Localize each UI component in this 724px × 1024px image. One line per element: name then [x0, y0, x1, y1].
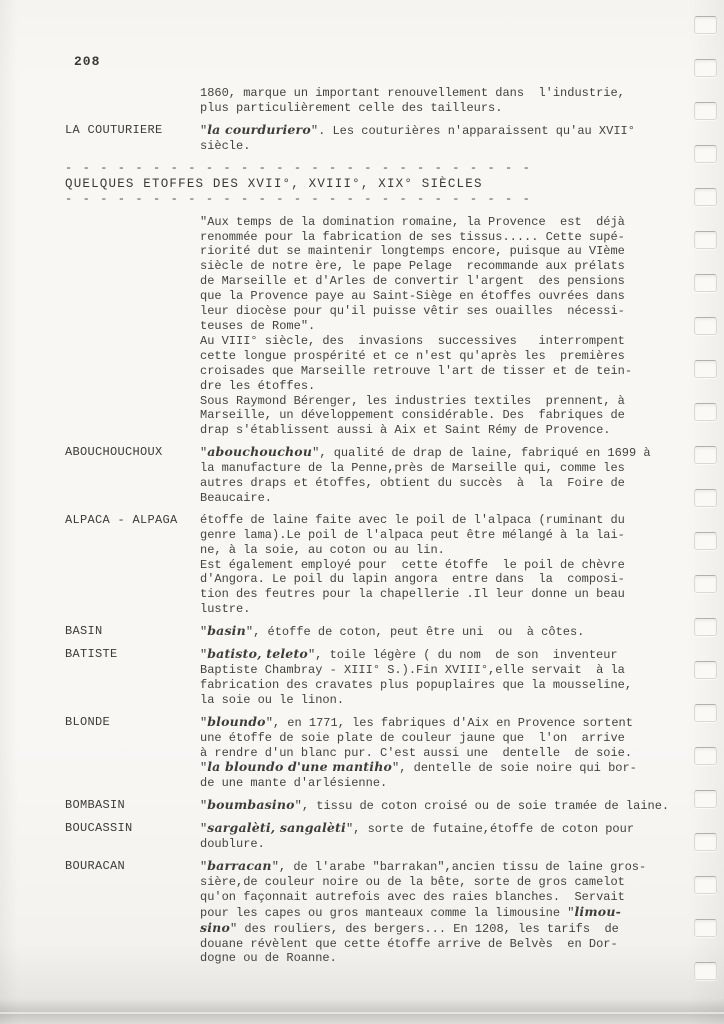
text-segment: teuses de Rome".	[200, 318, 316, 333]
glossary-entry	[65, 86, 674, 116]
definition-line	[200, 513, 674, 528]
entry-term: BATISTE	[65, 647, 118, 662]
entry-term: BOMBASIN	[65, 798, 126, 813]
binder-hole	[694, 16, 717, 34]
entry-term	[65, 86, 200, 116]
definition-line	[200, 123, 674, 139]
definition-line	[200, 663, 674, 678]
definition-line	[200, 394, 674, 409]
entry-definition	[200, 798, 674, 814]
binder-hole	[694, 704, 717, 722]
entry-definition	[200, 513, 674, 617]
text-segment: dre les étoffes.	[200, 378, 316, 393]
definition-line	[200, 349, 674, 364]
dashed-rule: - - - - - - - - - - - - - - - - - - - - - - - - - - -	[65, 160, 532, 175]
entry-definition	[200, 859, 674, 966]
entry-term: LA COUTURIERE	[65, 122, 163, 137]
text-segment: ", de l'arabe "barrakan",ancien tissu de laine gros-	[271, 859, 647, 874]
text-segment: doublure.	[200, 837, 265, 852]
definition-line	[200, 572, 674, 587]
definition-line	[200, 760, 674, 776]
text-segment: ", étoffe de coton, peut être uni ou à côtes.	[245, 625, 585, 640]
definition-line	[200, 746, 674, 761]
definition-line	[200, 558, 674, 573]
binder-hole	[694, 59, 717, 77]
text-segment: renommée pour la fabrication de ses tissus..... Cette supé-	[200, 229, 625, 244]
text-segment: une étoffe de soie plate de couleur jaune que l'on arrive	[200, 730, 625, 745]
provencal-term-cursive: abouchouchou	[207, 444, 313, 460]
definition-line	[200, 304, 674, 319]
definition-line	[200, 334, 674, 349]
definition-line	[200, 798, 674, 814]
definition-line	[200, 678, 674, 693]
text-segment: qu'on façonnait autrefois avec des raies blanches. Servait	[200, 889, 625, 904]
definition-line	[200, 274, 674, 289]
text-segment: "	[200, 648, 208, 663]
text-segment: pour les capes ou gros manteaux comme la limousine "	[200, 905, 575, 920]
text-segment: ", sorte de futaine,étoffe de coton pour	[345, 822, 635, 837]
provencal-term-cursive: boumbasino	[207, 797, 295, 813]
provencal-term-cursive: la bloundo d'une mantiho	[207, 759, 393, 775]
text-segment: Baptiste Chambray - XIII° S.).Fin XVIII°,elle servait à la	[200, 663, 625, 677]
text-segment: lustre.	[200, 602, 251, 617]
definition-line	[200, 875, 674, 890]
definition-line	[200, 951, 674, 966]
glossary-entry	[65, 624, 674, 640]
binder-hole	[694, 489, 717, 507]
text-segment: genre lama).Le poil de l'alpaca peut être mélangé à la lai-	[200, 527, 625, 542]
definition-line	[200, 230, 674, 245]
definition-line	[200, 937, 674, 952]
definition-line	[200, 602, 674, 617]
definition-line	[200, 543, 674, 558]
entry-definition	[200, 86, 674, 116]
text-segment: ". Les couturières n'apparaissent qu'au XVII°	[310, 123, 635, 138]
definition-line	[200, 715, 674, 731]
definition-line	[200, 364, 674, 379]
text-segment: d'Angora. Le poil du lapin angora entre dans la composi-	[200, 572, 625, 587]
text-segment: "	[200, 123, 208, 138]
entry-definition	[200, 624, 674, 640]
text-segment: ", en 1771, les fabriques d'Aix en Provence sortent	[265, 715, 633, 730]
binder-hole	[694, 661, 717, 679]
text-segment: siècle de notre ère, le pape Pelage recommande aux prélats	[200, 259, 625, 274]
page-bottom-edge	[0, 1012, 724, 1014]
text-segment: la soie ou le linon.	[200, 692, 345, 707]
entry-term	[65, 215, 200, 439]
text-segment: tion des feutres pour la chapellerie .Il leur donne un beau	[200, 587, 625, 602]
definition-line	[200, 776, 674, 791]
binder-hole	[694, 360, 717, 378]
binder-hole	[694, 102, 717, 120]
definition-line	[200, 423, 674, 438]
text-segment: croisades que Marseille retrouve l'art de tisser et de tein-	[200, 363, 633, 378]
text-segment: Au VIII° siècle, des invasions successives interrompent	[200, 333, 625, 348]
text-segment: ", qualité de drap de laine, fabriqué en 1699 à	[312, 446, 651, 461]
text-segment: plus particulièrement celle des tailleurs.	[200, 100, 503, 115]
definition-line	[200, 259, 674, 274]
text-segment: "	[200, 799, 208, 814]
text-segment: " des rouliers, des bergers... En 1208, les tarifs de	[230, 921, 619, 936]
text-segment: leur diocèse pour qu'il puisse vêtir ses ouailles nécessi-	[200, 304, 625, 319]
glossary-entry	[65, 123, 674, 154]
definition-line	[200, 821, 674, 837]
definition-line	[200, 86, 674, 101]
binder-hole	[694, 274, 717, 292]
text-segment: "	[200, 859, 208, 874]
text-segment: autres draps et étoffes, obtient du succès à la Foire de	[200, 476, 625, 491]
text-segment: cette longue prospérité et ce n'est qu'après les premières	[200, 348, 625, 363]
text-segment: douane révèlent que cette étoffe arrive de Belvès en Dor-	[200, 936, 618, 951]
definition-line	[200, 731, 674, 746]
definition-line	[200, 921, 674, 937]
definition-line	[200, 408, 674, 423]
text-segment: Est également employé pour cette étoffe le poil de chèvre	[200, 557, 625, 572]
definition-line	[200, 624, 674, 640]
definition-line	[200, 859, 674, 875]
binder-hole	[694, 747, 717, 765]
entry-definition	[200, 647, 674, 708]
definition-line	[200, 647, 674, 663]
binder-hole	[694, 876, 717, 894]
glossary-entry	[65, 859, 674, 966]
text-segment: riorité dut se maintenir longtemps encore, puisque au VIème	[200, 244, 625, 259]
provencal-term-cursive: sino	[200, 919, 231, 935]
definition-line	[200, 319, 674, 334]
text-segment: Marseille, un développement considérable. Des fabriques de	[200, 408, 625, 423]
text-segment: ", dentelle de soie noire qui bor-	[392, 761, 637, 776]
section-heading: QUELQUES ETOFFES DES XVII°, XVIII°, XIX° SIÈCLES	[65, 176, 483, 191]
text-segment: Sous Raymond Bérenger, les industries textiles prennent, à	[200, 393, 625, 408]
text-segment: "	[200, 822, 208, 837]
definition-line	[200, 244, 674, 259]
text-segment: que la Provence paye au Saint-Siège en étoffes ouvrées dans	[200, 289, 625, 304]
provencal-term-cursive: batisto, teleto	[207, 646, 308, 662]
definition-line	[200, 101, 674, 116]
definition-line	[200, 215, 674, 230]
binder-hole	[694, 919, 717, 937]
glossary-entry	[65, 445, 674, 506]
glossary-entry	[65, 798, 674, 814]
provencal-term-cursive: basin	[207, 623, 246, 639]
definition-line	[200, 379, 674, 394]
binder-hole	[694, 833, 717, 851]
entry-term: BOURACAN	[65, 858, 126, 873]
definition-line	[200, 445, 674, 461]
binder-hole	[694, 532, 717, 550]
entry-term: BASIN	[65, 624, 103, 639]
entry-definition	[200, 215, 674, 439]
entry-definition	[200, 123, 674, 154]
text-segment: "	[200, 446, 208, 461]
binder-hole	[694, 446, 717, 464]
text-segment: "	[200, 625, 208, 640]
definition-line	[200, 693, 674, 708]
entry-term: BLONDE	[65, 714, 111, 729]
text-segment: étoffe de laine faite avec le poil de l'alpaca (ruminant du	[200, 512, 625, 527]
entry-definition	[200, 445, 674, 506]
provencal-term-cursive: barracan	[207, 857, 272, 873]
definition-line	[200, 890, 674, 905]
glossary-entry	[65, 215, 674, 439]
text-segment: la manufacture de la Penne,près de Marseille qui, comme les	[200, 461, 625, 476]
section-divider	[65, 161, 674, 207]
text-segment: "	[200, 715, 208, 730]
binder-hole	[694, 403, 717, 421]
definition-line	[200, 289, 674, 304]
entry-term: ALPACA - ALPAGA	[65, 512, 178, 527]
text-segment: 1860, marque un important renouvellement dans l'industrie,	[200, 86, 625, 100]
binder-hole	[694, 145, 717, 163]
text-segment: ", tissu de coton croisé ou de soie tramée de laine.	[294, 799, 670, 814]
text-segment: à rendre d'un blanc pur. C'est aussi une dentelle de soie.	[200, 745, 633, 760]
text-segment: siècle.	[200, 138, 251, 153]
text-segment: de une mante d'arlésienne.	[200, 776, 388, 791]
glossary	[65, 86, 674, 973]
definition-line	[200, 528, 674, 543]
dashed-rule: - - - - - - - - - - - - - - - - - - - - - - - - - - -	[65, 191, 532, 206]
entry-definition	[200, 715, 674, 792]
definition-line	[200, 139, 674, 154]
binder-hole	[694, 962, 717, 980]
text-segment: sière,de couleur noire ou de la bête, sorte de gros camelot	[200, 874, 625, 889]
binder-hole	[694, 231, 717, 249]
text-segment: dogne ou de Roanne.	[200, 951, 337, 966]
entry-term: ABOUCHOUCHOUX	[65, 445, 163, 460]
definition-line	[200, 837, 674, 852]
provencal-term-cursive: sargalèti, sangalèti	[207, 820, 346, 836]
text-segment: "Aux temps de la domination romaine, la Provence est déjà	[200, 214, 625, 229]
binder-hole	[694, 188, 717, 206]
provencal-term-cursive: la courduriero	[207, 121, 311, 137]
text-segment: Beaucaire.	[200, 490, 273, 505]
binder-hole	[694, 317, 717, 335]
text-segment: drap s'établissent aussi à Aix et Saint Rémy de Provence.	[200, 423, 611, 438]
text-segment: ne, à la soie, au coton ou au lin.	[200, 542, 445, 557]
page-number: 208	[74, 54, 101, 69]
text-segment: "	[200, 761, 208, 776]
definition-line	[200, 491, 674, 506]
text-segment: fabrication des cravates plus popuplaires que la mousseline,	[200, 677, 633, 692]
definition-line	[200, 587, 674, 602]
text-segment: ", toile légère ( du nom de son inventeur	[307, 648, 618, 663]
provencal-term-cursive: limou-	[574, 903, 622, 919]
definition-line	[200, 461, 674, 476]
glossary-entry	[65, 715, 674, 792]
binder-hole	[694, 575, 717, 593]
definition-line	[200, 476, 674, 491]
binder-hole	[694, 618, 717, 636]
glossary-entry	[65, 647, 674, 708]
glossary-entry	[65, 821, 674, 852]
entry-definition	[200, 821, 674, 852]
glossary-entry	[65, 513, 674, 617]
binder-hole	[694, 790, 717, 808]
definition-line	[200, 905, 674, 921]
text-segment: de Marseille et d'Arles de convertir l'argent des pensions	[200, 274, 625, 289]
provencal-term-cursive: bloundo	[207, 713, 266, 729]
entry-term: BOUCASSIN	[65, 821, 133, 836]
